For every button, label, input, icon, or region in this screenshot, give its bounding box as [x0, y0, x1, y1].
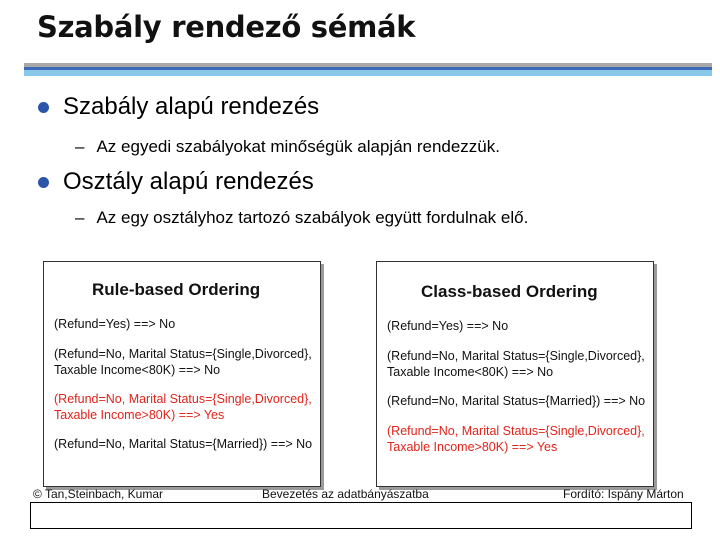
- rule-line: Taxable Income>80K) ==> Yes: [54, 408, 225, 422]
- panel-title: Class-based Ordering: [421, 282, 598, 301]
- bullet-1: [38, 93, 319, 121]
- sub-bullet-2: [75, 208, 528, 228]
- bullet-dot-icon: [38, 177, 49, 188]
- rule-line: (Refund=No, Marital Status={Married}) ==> No: [387, 394, 646, 408]
- class-based-panel: [376, 261, 654, 487]
- rule-line: Taxable Income<80K) ==> No: [54, 363, 221, 377]
- rule-line: (Refund=No, Marital Status={Single,Divorced},: [54, 347, 312, 361]
- rule-line: (Refund=No, Marital Status={Single,Divorced},: [387, 424, 645, 438]
- sub-bullet-1-text: Az egyedi szabályokat minőségük alapján rendezzük.: [96, 137, 500, 156]
- rule-line: (Refund=Yes) ==> No: [387, 319, 509, 333]
- rule-line: Taxable Income>80K) ==> Yes: [387, 440, 558, 454]
- bullet-dot-icon: [38, 102, 49, 113]
- panel-title: Rule-based Ordering: [92, 280, 261, 299]
- dash-icon: –: [75, 137, 85, 156]
- slide-title: Szabály rendező sémák: [37, 10, 416, 44]
- dash-icon: –: [75, 208, 85, 227]
- rule-line: (Refund=No, Marital Status={Single,Divorced},: [54, 392, 312, 406]
- rule-based-panel: [43, 261, 321, 487]
- bullet-2-text: Osztály alapú rendezés: [63, 168, 314, 195]
- footer-translator: Fordító: Ispány Márton: [563, 487, 684, 501]
- sub-bullet-1: [75, 137, 500, 157]
- rule-line: (Refund=Yes) ==> No: [54, 317, 176, 331]
- title-rule-cyan: [24, 70, 712, 76]
- sub-bullet-2-text: Az egy osztályhoz tartozó szabályok együtt fordulnak elő.: [96, 208, 529, 227]
- footer-course: Bevezetés az adatbányászatba: [262, 487, 429, 501]
- rule-line: (Refund=No, Marital Status={Single,Divorced},: [387, 349, 645, 363]
- bullet-2: [38, 168, 314, 196]
- bullet-1-text: Szabály alapú rendezés: [63, 93, 320, 120]
- footer-box: [30, 502, 692, 529]
- footer-copyright: © Tan,Steinbach, Kumar: [33, 487, 164, 501]
- rule-line: Taxable Income<80K) ==> No: [387, 365, 554, 379]
- rule-line: (Refund=No, Marital Status={Married}) ==> No: [54, 437, 313, 451]
